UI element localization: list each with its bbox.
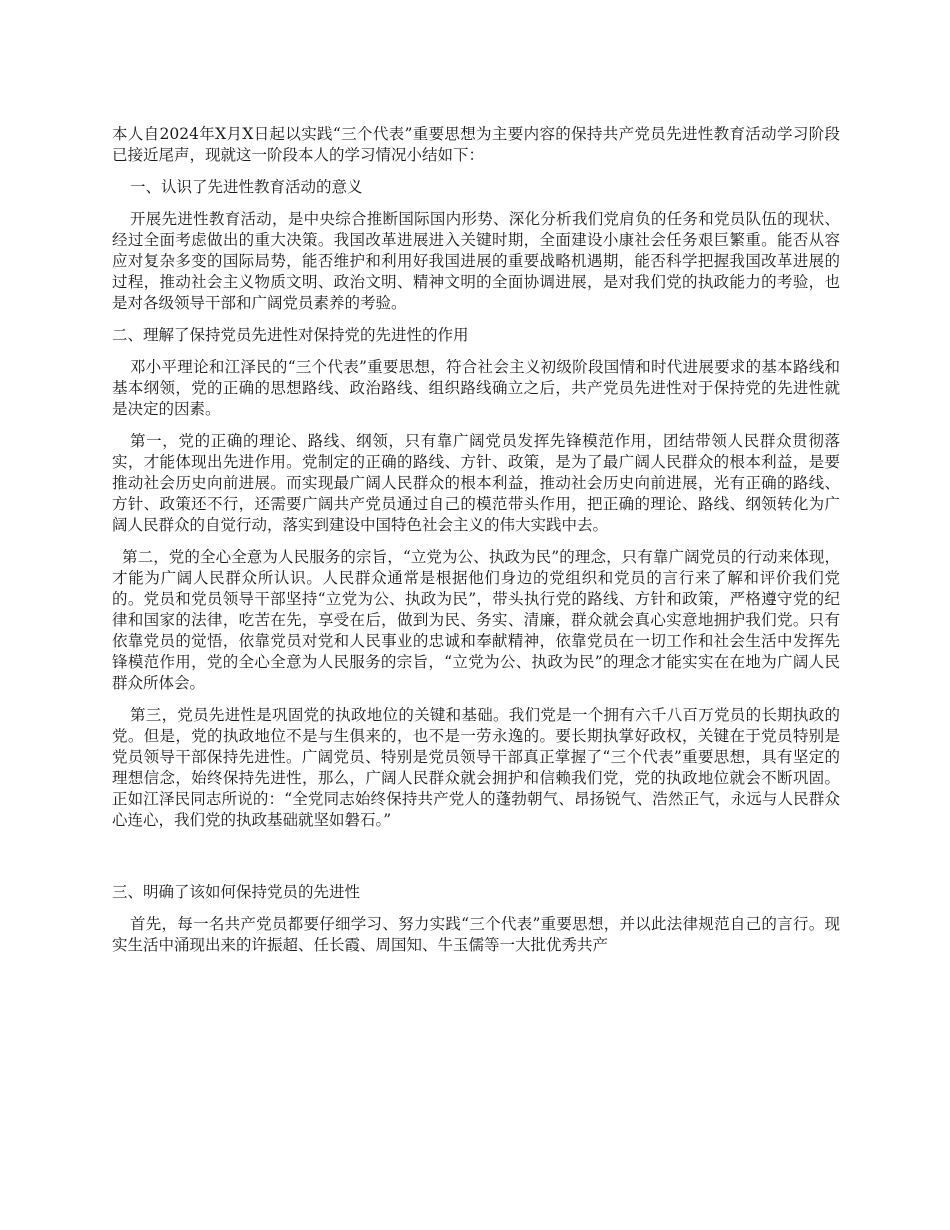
document-page: [112, 124, 840, 967]
intro-paragraph: 本人自2024年X月X日起以实践“三个代表”重要思想为主要内容的保持共产党员先进性教育活动学习阶段已接近尾声，现就这一阶段本人的学习情况小结如下：: [112, 125, 840, 164]
section-heading-2: 二、理解了保持党员先进性对保持党的先进性的作用: [112, 326, 469, 344]
body-paragraph-4: 第二，党的全心全意为人民服务的宗旨，“立党为公、执政为民”的理念，只有靠广阔党员的行动来体现，才能为广阔人民群众所认识。人民群众通常是根据他们身边的党组织和党员的言行来了解和评价我们党的。党员和党员领导干部坚持“立党为公、执政为民”，带头执行党的路线、方针和政策，严格遵守党的纪律和国家的法律，吃苦在先，享受在后，做到为民、务实、清廉，群众就会真心实意地拥护我们党。只有依靠党员的觉悟，依靠党员对党和人民事业的忠诚和奉献精神，依靠党员在一切工作和社会生活中发挥先锋模范作用，党的全心全意为人民服务的宗旨，“立党为公、执政为民”的理念才能实实在在地为广阔人民群众所体会。: [112, 548, 840, 692]
body-paragraph-1: 开展先进性教育活动，是中央综合推断国际国内形势、深化分析我们党肩负的任务和党员队伍的现状、经过全面考虑做出的重大决策。我国改革进展进入关键时期，全面建设小康社会任务艰巨繁重。能否从容应对复杂多变的国际局势，能否维护和利用好我国进展的重要战略机遇期，能否科学把握我国改革进展的过程，推动社会主义物质文明、政治文明、精神文明的全面协调进展，是对我们党的执政能力的考验，也是对各级领导干部和广阔党员素养的考验。: [112, 210, 840, 312]
body-paragraph-6: 首先，每一名共产党员都要仔细学习、努力实践“三个代表”重要思想，并以此法律规范自己的言行。现实生活中涌现出来的许振超、任长霞、周国知、牛玉儒等一大批优秀共产: [112, 915, 840, 954]
section-heading-1: 一、认识了先进性教育活动的意义: [130, 178, 363, 196]
section-heading-3: 三、明确了该如何保持党员的先进性: [112, 883, 361, 901]
spacer: [112, 842, 840, 882]
body-paragraph-3: 第一，党的正确的理论、路线、纲领，只有靠广阔党员发挥先锋模范作用，团结带领人民群众贯彻落实，才能体现出先进作用。党制定的正确的路线、方针、政策，是为了最广阔人民群众的根本利益，是要推动社会历史向前进展。而实现最广阔人民群众的根本利益，推动社会历史向前进展，光有正确的路线、方针、政策还不行，还需要广阔共产党员通过自己的模范带头作用，把正确的理论、路线、纲领转化为广阔人民群众的自觉行动，落实到建设中国特色社会主义的伟大实践中去。: [112, 432, 840, 534]
body-paragraph-5: 第三，党员先进性是巩固党的执政地位的关键和基础。我们党是一个拥有六千八百万党员的长期执政的党。但是，党的执政地位不是与生俱来的，也不是一劳永逸的。要长期执掌好政权，关键在于党员特别是党员领导干部保持先进性。广阔党员、特别是党员领导干部真正掌握了“三个代表”重要思想，具有坚定的理想信念，始终保持先进性，那么，广阔人民群众就会拥护和信赖我们党，党的执政地位就会不断巩固。正如江泽民同志所说的：“全党同志始终保持共产党人的蓬勃朝气、昂扬锐气、浩然正气，永远与人民群众心连心，我们党的执政基础就坚如磐石。”: [112, 706, 840, 829]
body-paragraph-2: 邓小平理论和江泽民的“三个代表”重要思想，符合社会主义初级阶段国情和时代进展要求的基本路线和基本纲领，党的正确的思想路线、政治路线、组织路线确立之后，共产党员先进性对于保持党的先进性就是决定的因素。: [112, 358, 840, 418]
